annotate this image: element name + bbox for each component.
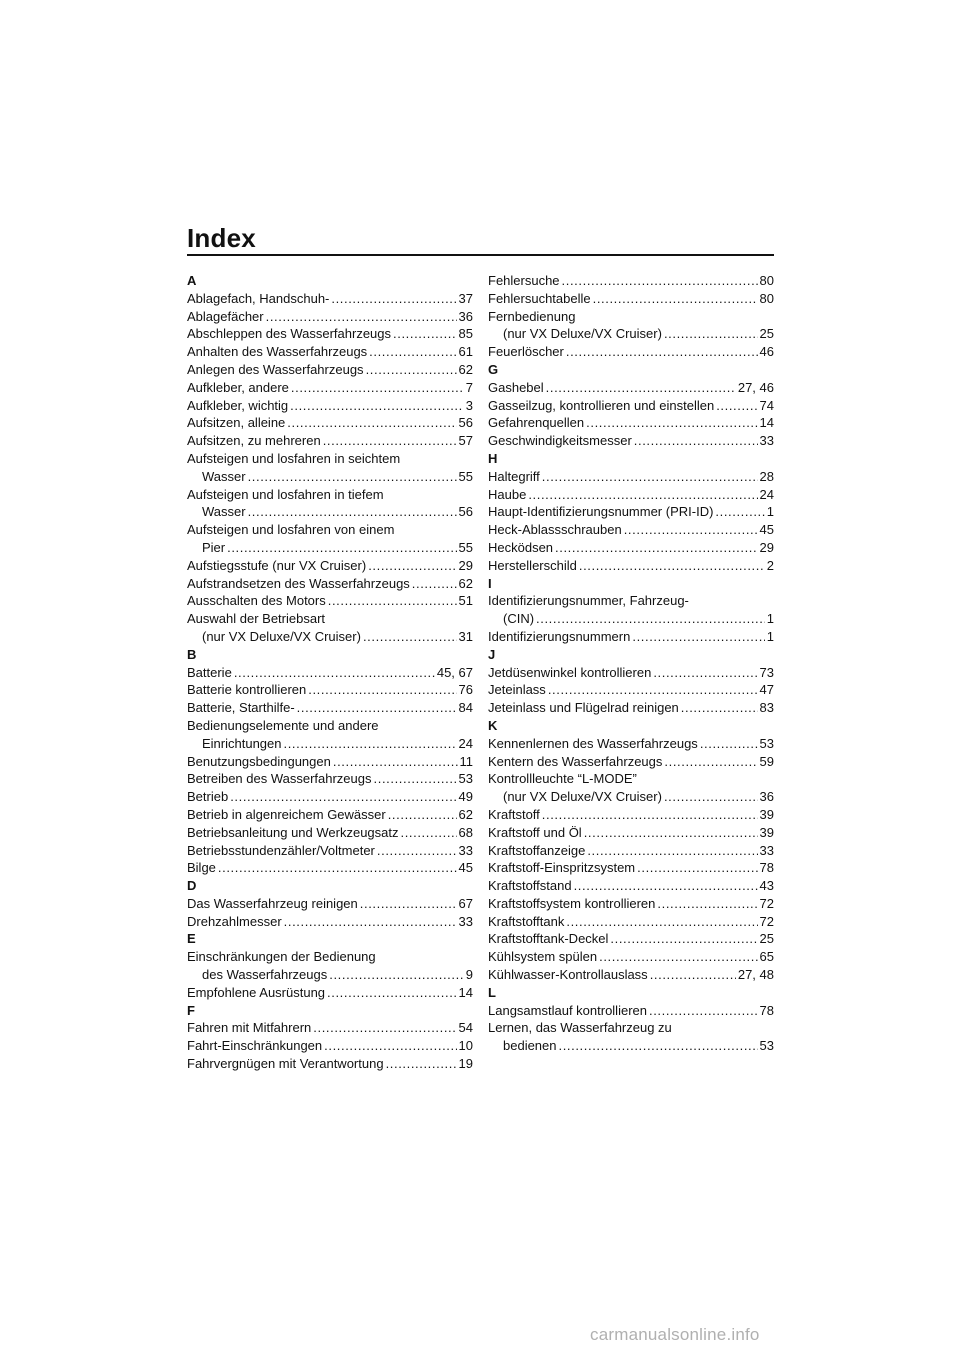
index-entry (488, 877, 774, 895)
index-entry (488, 966, 774, 984)
index-entry-label: Haube (488, 486, 527, 502)
index-entry (488, 325, 774, 343)
dot-leader (368, 557, 456, 575)
index-entry (187, 788, 473, 806)
index-page-number: 85 (458, 326, 473, 342)
dot-leader (284, 735, 457, 753)
index-entry-label: Fahrvergnügen mit Verantwortung (187, 1056, 384, 1072)
index-entry (187, 343, 473, 361)
index-page-number: 62 (458, 575, 473, 591)
dot-leader (388, 806, 457, 824)
index-page-number: 74 (759, 397, 774, 413)
index-entry-label: Aufsitzen, alleine (187, 415, 286, 431)
index-page-number: 33 (759, 433, 774, 449)
index-entry-text: Auswahl der Betriebsart (187, 611, 326, 627)
dot-leader (412, 575, 457, 593)
index-entry-label: Bilge (187, 860, 216, 876)
dot-leader (566, 343, 758, 361)
index-page-number: 67 (458, 895, 473, 911)
index-entry-label: Kennenlernen des Wasserfahrzeugs (488, 735, 698, 751)
index-page-number: 25 (759, 931, 774, 947)
index-entry (187, 557, 473, 575)
index-entry (187, 414, 473, 432)
index-entry (187, 468, 473, 486)
index-entry-label: Drehzahlmesser (187, 913, 282, 929)
index-entry (488, 414, 774, 432)
index-entry-label: Kraftstoff (488, 806, 540, 822)
index-section-letter: A (187, 273, 197, 288)
dot-leader (610, 930, 757, 948)
index-page-number: 83 (759, 700, 774, 716)
index-entry-label: Herstellerschild (488, 557, 577, 573)
dot-leader (328, 592, 457, 610)
dot-leader (584, 824, 758, 842)
index-entry-label: Ablagefach, Handschuh- (187, 290, 330, 306)
index-page-number: 7 (465, 379, 473, 395)
dot-leader (327, 984, 456, 1002)
dot-leader (566, 913, 757, 931)
index-page-number: 29 (458, 557, 473, 573)
dot-leader (333, 753, 458, 771)
index-page-number: 57 (458, 433, 473, 449)
index-page-number: 76 (458, 682, 473, 698)
index-entry-label: Kühlwasser-Kontrollauslass (488, 967, 648, 983)
dot-leader (650, 966, 736, 984)
dot-leader (360, 895, 457, 913)
index-page-number: 53 (458, 771, 473, 787)
dot-leader (248, 503, 457, 521)
index-entry (488, 753, 774, 771)
index-page-number: 59 (759, 753, 774, 769)
index-entry (488, 859, 774, 877)
index-entry-label: Ausschalten des Motors (187, 593, 326, 609)
index-entry-text: Lernen, das Wasserfahrzeug zu (488, 1020, 672, 1036)
index-entry-label: Pier (202, 539, 226, 555)
watermark: carmanualsonline.info (590, 1325, 760, 1344)
index-page-number: 24 (458, 735, 473, 751)
index-entry (187, 503, 473, 521)
index-entry (488, 290, 774, 308)
index-page-number: 54 (458, 1020, 473, 1036)
index-entry-text: Kontrollleuchte “L-MODE” (488, 771, 637, 787)
dot-leader (291, 379, 464, 397)
index-page-number: 56 (458, 504, 473, 520)
dot-leader (632, 628, 764, 646)
index-page-number: 10 (458, 1038, 473, 1054)
index-entry-label: Gasseilzug, kontrollieren und einstellen (488, 397, 715, 413)
index-section-letter: F (187, 1002, 195, 1018)
index-entry-label: Gefahrenquellen (488, 415, 585, 431)
index-entry-label: Batterie, Starthilfe- (187, 700, 295, 716)
index-entry (488, 628, 774, 646)
index-page-number: 11 (459, 753, 473, 769)
dot-leader (574, 877, 758, 895)
index-entry-label: Fahren mit Mitfahrern (187, 1020, 312, 1036)
index-section-letter: B (187, 646, 197, 662)
dot-leader (230, 788, 456, 806)
index-page-number: 55 (458, 468, 473, 484)
index-page-number: 39 (759, 824, 774, 840)
index-entry (488, 699, 774, 717)
index-entry-text: Einschränkungen der Bedienung (187, 949, 376, 965)
index-entry-label: Benutzungsbedingungen (187, 753, 331, 769)
index-entry (187, 859, 473, 877)
dot-leader (657, 895, 757, 913)
index-page-number: 80 (759, 290, 774, 306)
dot-leader (297, 699, 457, 717)
page-title: Index (187, 223, 256, 253)
dot-leader (593, 290, 758, 308)
index-entry (488, 930, 774, 948)
index-entry (187, 895, 473, 913)
index-page-number: 61 (458, 344, 473, 360)
index-entry (187, 824, 473, 842)
index-entry (488, 521, 774, 539)
index-page-number: 45 (458, 860, 473, 876)
index-entry-label: Kentern des Wasserfahrzeugs (488, 753, 663, 769)
dot-leader (369, 343, 456, 361)
index-page-number: 24 (759, 486, 774, 502)
index-entry-label: Betriebsanleitung und Werkzeugsatz (187, 824, 399, 840)
dot-leader (681, 699, 758, 717)
index-entry (187, 913, 473, 931)
index-entry (488, 272, 774, 290)
index-entry (488, 1002, 774, 1020)
index-page-number: 43 (759, 878, 774, 894)
dot-leader (599, 948, 757, 966)
index-page-number: 29 (759, 539, 774, 555)
index-entry (488, 468, 774, 486)
index-entry-label: Kraftstofftank-Deckel (488, 931, 609, 947)
index-entry (187, 806, 473, 824)
index-entry-label: Jetdüsenwinkel kontrollieren (488, 664, 652, 680)
index-entry (488, 343, 774, 361)
index-page-number: 33 (458, 842, 473, 858)
index-section-letter: L (488, 984, 496, 1000)
index-page-number: 36 (759, 789, 774, 805)
index-entry (488, 806, 774, 824)
index-section-letter: H (488, 450, 498, 466)
index-page-number: 51 (458, 593, 473, 609)
index-entry-label: Betreiben des Wasserfahrzeugs (187, 771, 372, 787)
dot-leader (664, 788, 758, 806)
index-entry (187, 628, 473, 646)
dot-leader (649, 1002, 758, 1020)
index-page-number: 31 (458, 628, 473, 644)
index-entry (187, 575, 473, 593)
index-entry (187, 325, 473, 343)
dot-leader (313, 1019, 456, 1037)
dot-leader (266, 308, 457, 326)
title-divider (187, 254, 774, 256)
dot-leader (586, 414, 757, 432)
index-page-number: 65 (759, 949, 774, 965)
index-entry-label: Kraftstoff-Einspritzsystem (488, 860, 636, 876)
dot-leader (542, 468, 758, 486)
index-page-number: 62 (458, 806, 473, 822)
index-page-number: 56 (458, 415, 473, 431)
index-page-number: 46 (759, 344, 774, 360)
index-entry (187, 842, 473, 860)
index-page-number: 2 (766, 557, 774, 573)
index-entry (187, 1055, 473, 1073)
index-entry-label: Wasser (202, 468, 246, 484)
dot-leader (548, 681, 758, 699)
index-entry-label: Wasser (202, 504, 246, 520)
index-page-number: 39 (759, 806, 774, 822)
index-page-number: 53 (759, 735, 774, 751)
index-entry-label: Langsamstlauf kontrollieren (488, 1002, 647, 1018)
dot-leader (587, 842, 757, 860)
index-entry-label: Aufkleber, wichtig (187, 397, 289, 413)
index-page-number: 45 (759, 522, 774, 538)
dot-leader (700, 735, 758, 753)
index-page-number: 1 (766, 504, 774, 520)
index-entry (187, 966, 473, 984)
index-page-number: 80 (759, 273, 774, 288)
dot-leader (562, 272, 758, 290)
dot-leader (536, 610, 765, 628)
index-page-number: 3 (465, 397, 473, 413)
index-page-number: 33 (458, 913, 473, 929)
index-entry-label: Aufsitzen, zu mehreren (187, 433, 321, 449)
index-entry-label: Geschwindigkeitsmesser (488, 433, 632, 449)
index-entry-label: Haupt-Identifizierungsnummer (PRI-ID) (488, 504, 714, 520)
index-entry (187, 770, 473, 788)
index-entry (488, 397, 774, 415)
dot-leader (542, 806, 758, 824)
index-page-number: 1 (766, 628, 774, 644)
dot-leader (329, 966, 464, 984)
index-entry-label: Anlegen des Wasserfahrzeugs (187, 361, 364, 377)
index-entry (488, 486, 774, 504)
index-entry (187, 539, 473, 557)
index-entry-label: Fehlersuche (488, 273, 560, 288)
index-entry (187, 753, 473, 771)
index-entry (488, 824, 774, 842)
index-page-number: 72 (759, 895, 774, 911)
dot-leader (323, 432, 457, 450)
index-entry-text: Fernbedienung (488, 308, 576, 324)
index-page-number: 14 (458, 984, 473, 1000)
dot-leader (248, 468, 457, 486)
index-entry-label: Betrieb in algenreichem Gewässer (187, 806, 386, 822)
index-entry-text: Aufsteigen und losfahren in seichtem (187, 450, 401, 466)
index-entry-label: (nur VX Deluxe/VX Cruiser) (202, 628, 361, 644)
index-entry-label: Das Wasserfahrzeug reinigen (187, 895, 358, 911)
index-entry-label: Aufstrandsetzen des Wasserfahrzeugs (187, 575, 410, 591)
index-entry-label: (nur VX Deluxe/VX Cruiser) (503, 789, 662, 805)
dot-leader (234, 664, 435, 682)
index-page-number: 27, 48 (737, 967, 774, 983)
index-entry (488, 913, 774, 931)
index-entry (187, 1019, 473, 1037)
index-entry (488, 1037, 774, 1055)
index-section-letter: D (187, 878, 197, 894)
index-entry (488, 503, 774, 521)
index-entry-text: Bedienungselemente und andere (187, 717, 379, 733)
index-entry (187, 432, 473, 450)
index-page-number: 33 (759, 842, 774, 858)
index-entry-label: Kraftstoffstand (488, 878, 572, 894)
index-entry-label: Batterie (187, 664, 232, 680)
index-entry-label: Empfohlene Ausrüstung (187, 984, 326, 1000)
index-entry-label: Kraftstofftank (488, 913, 565, 929)
dot-leader (366, 361, 457, 379)
index-entry-label: Jeteinlass (488, 682, 546, 698)
index-page-number: 19 (458, 1056, 473, 1072)
index-page-number: 1 (766, 611, 774, 627)
index-page-number: 37 (458, 290, 473, 306)
dot-leader (393, 325, 457, 343)
index-entry-label: Aufstiegsstufe (nur VX Cruiser) (187, 557, 367, 573)
index-entry (488, 432, 774, 450)
index-entry-label: Abschleppen des Wasserfahrzeugs (187, 326, 392, 342)
index-section-letter: I (488, 575, 492, 591)
index-entry-label: Aufkleber, andere (187, 379, 289, 395)
index-entry-label: Heck-Ablassschrauben (488, 522, 622, 538)
dot-leader (634, 432, 758, 450)
index-entry-label: Kühlsystem spülen (488, 949, 598, 965)
index-entry-label: Hecködsen (488, 539, 554, 555)
index-entry (488, 557, 774, 575)
index-section-letter: G (488, 361, 499, 377)
dot-leader (624, 521, 758, 539)
index-page-number: 53 (759, 1038, 774, 1054)
index-entry-label: Betrieb (187, 789, 229, 805)
index-entry-label: des Wasserfahrzeugs (202, 967, 328, 983)
index-entry (187, 308, 473, 326)
index-entry-label: Ablagefächer (187, 308, 264, 324)
dot-leader (227, 539, 456, 557)
index-entry (187, 379, 473, 397)
index-entry-label: Fehlersuchtabelle (488, 290, 591, 306)
dot-leader (637, 859, 757, 877)
dot-leader (559, 1037, 758, 1055)
index-page-number: 55 (458, 539, 473, 555)
index-section-letter: J (488, 646, 496, 662)
index-section-letter: K (488, 717, 498, 733)
index-entry (187, 664, 473, 682)
index-entry (488, 610, 774, 628)
dot-leader (664, 753, 757, 771)
dot-leader (546, 379, 736, 397)
index-entry-label: Kraftstoffanzeige (488, 842, 586, 858)
index-entry-label: Jeteinlass und Flügelrad reinigen (488, 700, 679, 716)
index-page-number: 78 (759, 860, 774, 876)
index-entry-label: Haltegriff (488, 468, 540, 484)
index-column-left (187, 272, 473, 1073)
dot-leader (555, 539, 757, 557)
index-page-number: 73 (759, 664, 774, 680)
index-entry-label: Betriebsstundenzähler/Voltmeter (187, 842, 375, 858)
dot-leader (374, 770, 457, 788)
index-entry (187, 681, 473, 699)
index-entry-label: (nur VX Deluxe/VX Cruiser) (503, 326, 662, 342)
index-entry-label: Feuerlöscher (488, 344, 564, 360)
dot-leader (290, 397, 464, 415)
index-entry-label: Batterie kontrollieren (187, 682, 307, 698)
index-page-number: 45, 67 (436, 664, 473, 680)
index-entry (187, 1037, 473, 1055)
index-entry (488, 681, 774, 699)
index-entry (187, 984, 473, 1002)
index-page-number: 9 (465, 967, 473, 983)
index-entry-label: bedienen (503, 1038, 557, 1054)
index-entry-label: Kraftstoffsystem kontrollieren (488, 895, 656, 911)
index-page-number: 14 (759, 415, 774, 431)
dot-leader (715, 503, 764, 521)
index-page-number: 25 (759, 326, 774, 342)
index-section-letter: E (187, 931, 196, 947)
index-page-number: 27, 46 (737, 379, 774, 395)
dot-leader (284, 913, 457, 931)
dot-leader (377, 842, 457, 860)
index-entry-label: Gashebel (488, 379, 544, 395)
index-page-number: 36 (458, 308, 473, 324)
index-page-number: 78 (759, 1002, 774, 1018)
index-page-number: 62 (458, 361, 473, 377)
dot-leader (401, 824, 457, 842)
dot-leader (287, 414, 456, 432)
index-entry-label: (CIN) (503, 611, 535, 627)
dot-leader (331, 290, 456, 308)
index-page-number: 68 (458, 824, 473, 840)
dot-leader (653, 664, 757, 682)
index-entry (488, 842, 774, 860)
dot-leader (308, 681, 456, 699)
dot-leader (218, 859, 457, 877)
dot-leader (324, 1037, 456, 1055)
index-entry (187, 735, 473, 753)
index-column-right (488, 272, 774, 1055)
index-entry (488, 379, 774, 397)
index-entry-label: Einrichtungen (202, 735, 282, 751)
index-entry-text: Aufsteigen und losfahren von einem (187, 522, 395, 538)
index-entry-label: Fahrt-Einschränkungen (187, 1038, 323, 1054)
index-entry (488, 948, 774, 966)
index-entry (488, 664, 774, 682)
index-entry-label: Anhalten des Wasserfahrzeugs (187, 344, 368, 360)
index-page-number: 84 (458, 700, 473, 716)
index-entry-text: Aufsteigen und losfahren in tiefem (187, 486, 384, 502)
index-page-number: 72 (759, 913, 774, 929)
index-entry-label: Kraftstoff und Öl (488, 824, 582, 840)
index-entry (488, 539, 774, 557)
index-entry (488, 788, 774, 806)
dot-leader (528, 486, 757, 504)
index-entry (187, 290, 473, 308)
index-entry (187, 361, 473, 379)
dot-leader (664, 325, 758, 343)
index-entry-label: Identifizierungsnummern (488, 628, 631, 644)
index-entry (187, 699, 473, 717)
index-page-number: 49 (458, 789, 473, 805)
dot-leader (386, 1055, 457, 1073)
index-page-number: 47 (759, 682, 774, 698)
dot-leader (579, 557, 765, 575)
dot-leader (363, 628, 457, 646)
index-page-number: 28 (759, 468, 774, 484)
dot-leader (716, 397, 757, 415)
index-entry (187, 397, 473, 415)
index-entry-text: Identifizierungsnummer, Fahrzeug- (488, 593, 689, 609)
index-entry (488, 735, 774, 753)
index-entry (187, 592, 473, 610)
index-entry (488, 895, 774, 913)
